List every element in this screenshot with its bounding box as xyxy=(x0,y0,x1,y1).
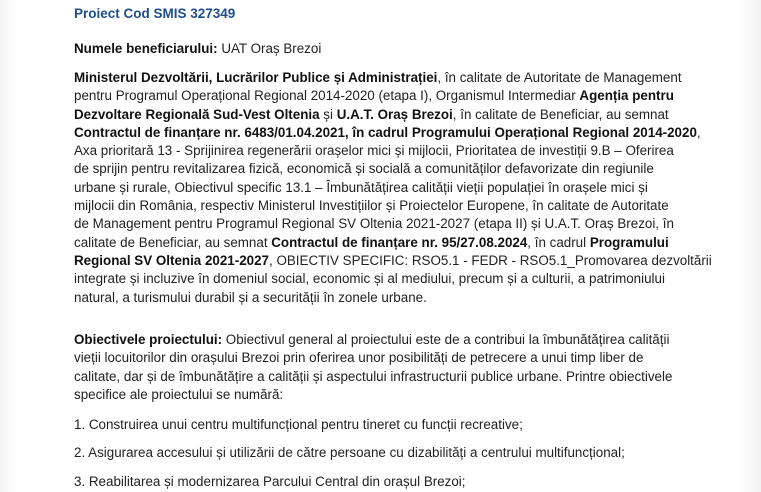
intro-text: , OBIECTIV SPECIFIC: RSO5.1 - FEDR - RSO5.1_Promovarea dezvoltării xyxy=(269,252,712,268)
intro-line-4 xyxy=(74,124,750,142)
cut-off-heading xyxy=(74,0,339,1)
intro-line-6: de sprijin pentru revitalizarea fizică, economică și socială a comunităților defavorizate din regiunile xyxy=(74,161,654,177)
objective-item-2: 2. Asigurarea accesului și utilizării de către persoane cu dizabilități a centrului multifuncțional; xyxy=(74,445,625,460)
intro-text: , xyxy=(696,124,701,140)
intro-text: calitate de Beneficiar, au semnat xyxy=(74,234,272,250)
intro-text: și xyxy=(319,106,337,122)
contract-2: Contractul de finanțare nr. 95/27.08.2024 xyxy=(271,234,528,250)
objectives-line-2: vieții locuitorilor din orașului Brezoi prin oferirea unor posibilități de petrecere a unui timp liber de xyxy=(74,350,644,366)
intro-text: , în cadrul xyxy=(527,234,590,250)
project-code: Proiect Cod SMIS 327349 xyxy=(74,6,236,21)
beneficiary-label: Numele beneficiarului: xyxy=(74,41,218,56)
contract-1: Contractul de finanțare nr. 6483/01.04.2021, în cadrul Programului Operațional Regional 2014-2020 xyxy=(74,124,697,140)
objectives-line-4: specifice ale proiectului se numără: xyxy=(74,386,284,402)
objectives-line-3: calitate, dar și de îmbunătățire a calității și aspectului infrastructurii publice urbane. Printre obiectivele xyxy=(74,368,673,384)
intro-text: , în calitate de Autoritate de Management xyxy=(437,70,682,85)
intro-line-12: integrate și incluzive în domeniul social, economic și al mediului, precum și a culturii, a patrimoniului xyxy=(74,271,665,287)
intro-line-11 xyxy=(74,252,750,270)
objective-item-3: 3. Reabilitarea și modernizarea Parcului Central din orașul Brezoi; xyxy=(74,474,466,489)
intro-line-5: Axa prioritară 13 - Sprijinirea regenerării orașelor mici și mijlocii, Prioritatea de investiții 9.B – Oferirea xyxy=(74,143,674,159)
agency-name: Agenția pentru xyxy=(579,88,674,104)
program-name: Programului xyxy=(589,234,669,250)
intro-paragraph xyxy=(74,69,750,307)
intro-line-10 xyxy=(74,234,750,252)
intro-line-13: natural, a turismului durabil și a securității în zonele urbane. xyxy=(74,289,427,305)
intro-line-1 xyxy=(74,69,750,87)
objectives-line-1 xyxy=(74,331,750,349)
ministry-name: Ministerul Dezvoltării, Lucrărilor Publice și Administrației xyxy=(74,70,438,85)
agency-name-cont: Dezvoltare Regională Sud-Vest Oltenia xyxy=(74,106,320,122)
objectives-text: Obiectivul general al proiectului este de a contribui la îmbunătățirea calității xyxy=(222,332,670,347)
beneficiary-line xyxy=(74,40,750,58)
objective-item-1: 1. Construirea unui centru multifuncțional pentru tineret cu funcții recreative; xyxy=(74,417,523,432)
intro-line-9: de Management pentru Programul Regional SV Oltenia 2021-2027 (etapa II) și U.A.T. Oraș Brezoi, în xyxy=(74,216,674,232)
intro-text: pentru Programul Operațional Regional 2014-2020 (etapa I), Organismul Intermediar xyxy=(74,88,580,104)
intro-text: , în calitate de Beneficiar, au semnat xyxy=(452,106,669,122)
objectives-paragraph xyxy=(74,331,750,404)
objectives-label: Obiectivele proiectului: xyxy=(74,332,223,347)
uat-name: U.A.T. Oraș Brezoi xyxy=(336,106,453,122)
beneficiary-value: UAT Oraș Brezoi xyxy=(217,41,322,56)
program-name-cont: Regional SV Oltenia 2021-2027 xyxy=(74,252,269,268)
intro-line-2 xyxy=(74,87,750,105)
intro-line-8: mijlocii din România, respectiv Ministerul Investițiilor și Proiectelor Europene, în calitate de Autoritate xyxy=(74,198,669,214)
intro-line-7: urbane și rurale, Obiectivul specific 13.1 – Îmbunătățirea calității vieții populației în orașele mici și xyxy=(74,179,648,195)
intro-line-3 xyxy=(74,106,750,124)
